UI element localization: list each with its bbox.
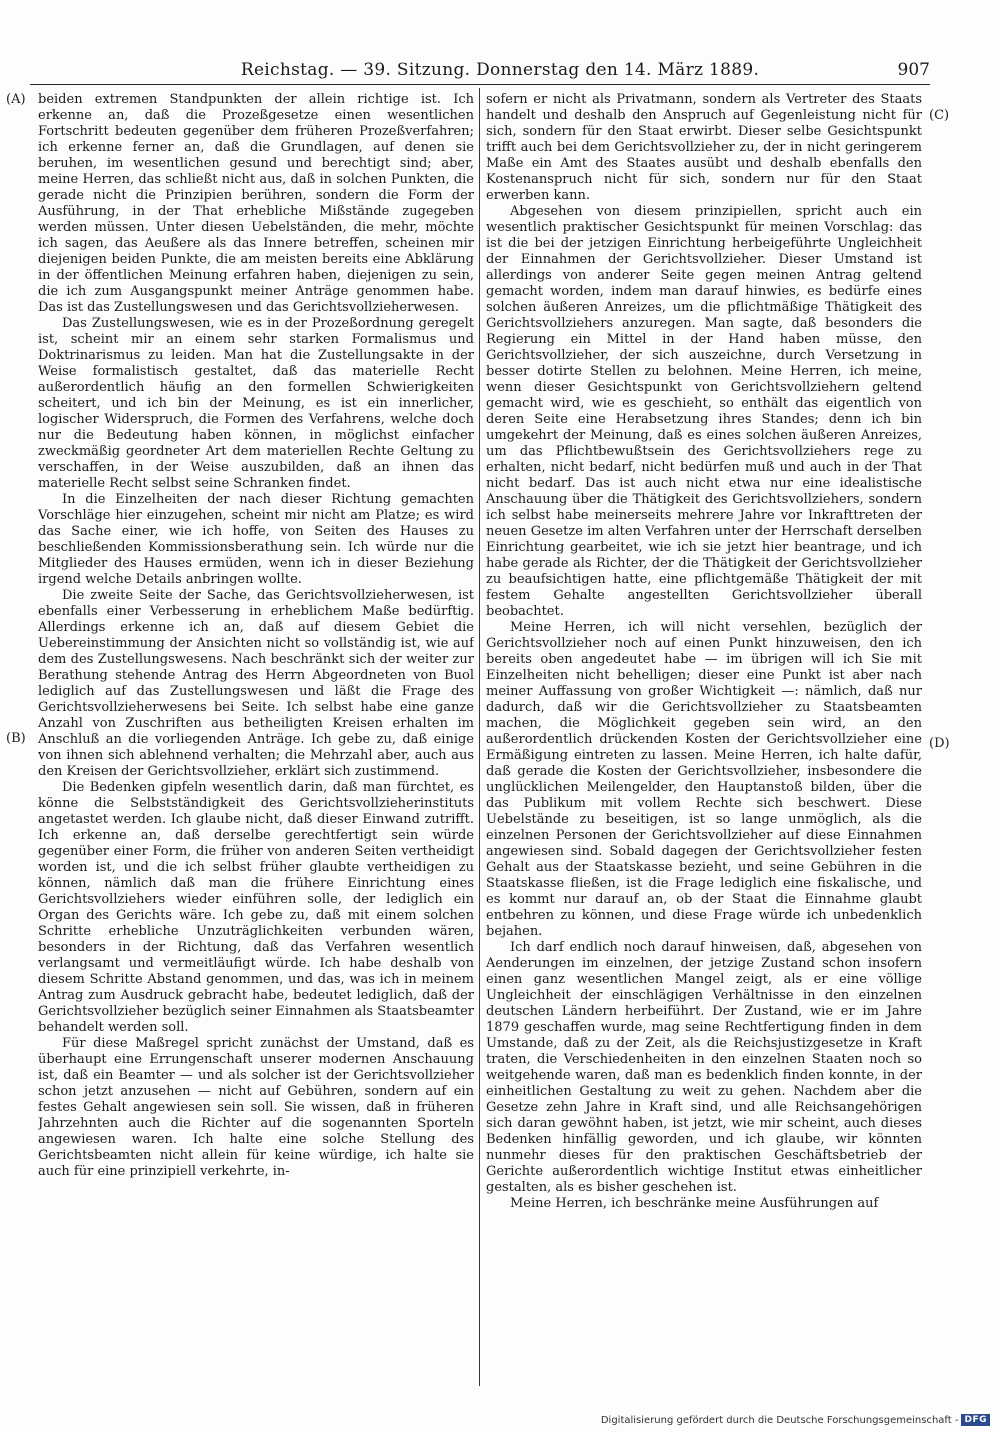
margin-marker-d: (D) [929,736,950,751]
credit-text: Digitalisierung gefördert durch die Deutsche Forschungsgemeinschaft - [600,1414,959,1426]
digitization-credit [601,1414,990,1426]
margin-marker-a: (A) [6,92,26,107]
dfg-logo: DFG [961,1414,990,1426]
paragraph: beiden extremen Standpunkten der allein richtige ist. Ich erkenne an, daß die Prozeßgesetze einen wesentlichen Fortschritt bedeuten gegenüber dem früheren Prozeßverfahren; ich erkenne ferner an, daß die Grundlagen, auf denen sie beruhen, im wesentlichen gesund und berechtigt sind; aber, meine Herren, das schließt nicht aus, daß in solchen Punkten, die gerade nicht die Prinzipien berühren, sondern die Form der Ausführung, in der That erhebliche Mißstände zugegeben werden müssen. Unter diesen Uebelständen, die mehr, möchte ich sagen, das Aeußere als das Innere betreffen, scheinen mir diejenigen beiden Punkte, die am meisten bereits eine Abklärung in der öffentlichen Meinung erfahren haben, diejenigen zu sein, die ich zum Ausgangspunkt meiner Anträge genommen habe. Das ist das Zustellungswesen und das Gerichtsvollzieherwesen. [38,92,474,315]
paragraph: Ich darf endlich noch darauf hinweisen, daß, abgesehen von Aenderungen im einzelnen, der jetzige Zustand schon insofern einen ganz wesentlichen Mangel zeigt, als er eine völlige Ungleichheit der einschlägigen Verhältnisse in den einzelnen deutschen Ländern herbeiführt. Der Zustand, wie er im Jahre 1879 geschaffen wurde, mag seine Rechtfertigung finden in dem Umstande, daß zu der Zeit, als die Reichsjustizgesetze in Kraft traten, die Verschiedenheiten in den einzelnen Staaten noch so weitgehende waren, daß man es bedenklich finden konnte, in der einheitlichen Gestaltung zu weit zu gehen. Nachdem aber die Gesetze zehn Jahre in Kraft sind, und alle Reichsangehörigen sich daran gewöhnt haben, ist jetzt, wie mir scheint, auch dieses Bedenken hinfällig geworden, und ich glaube, wir könnten nunmehr dieses für den praktischen Geschäftsbetrieb der Gerichte außerordentlich wichtige Institut etwas einheitlicher gestalten, als es bisher geschehen ist. [486,940,922,1195]
paragraph: Die Bedenken gipfeln wesentlich darin, daß man fürchtet, es könne die Selbstständigkeit des Gerichtsvollzieherinstituts angetastet werden. Ich glaube nicht, daß dieser Einwand zutrifft. Ich erkenne an, daß derselbe gerechtfertigt sein würde gegenüber einer Form, die früher von anderen Seiten vertheidigt worden ist, und die ich selbst früher glaubte vertheidigen zu können, nämlich daß man die frühere Einrichtung eines Gerichtsvollziehers wieder einführen solle, der lediglich ein Organ des Gerichts wäre. Ich gebe zu, daß mit einem solchen Schritte erhebliche Unzuträglichkeiten verbunden wären, besonders in der Richtung, daß das Verfahren wesentlich verlangsamt und vermeitläufigt würde. Ich habe deshalb von diesem Schritte Abstand genommen, und das, was ich in meinem Antrag zum Ausdruck gebracht habe, bedeutet lediglich, daß der Gerichtsvollzieher bezüglich seiner Einnahmen als Staatsbeamter behandelt werden soll. [38,780,474,1035]
page-number: 907 [897,60,930,80]
paragraph: sofern er nicht als Privatmann, sondern als Vertreter des Staats handelt und deshalb den Anspruch auf Gegenleistung nicht für sich, sondern für den Staat erwirbt. Dieser selbe Gesichtspunkt trifft auch bei dem Gerichtsvollzieher zu, der in nicht geringerem Maße ein Amt des Staates ausübt und deshalb ebenfalls den Kostenanspruch nicht für sich, sondern nur für den Staat erwerben kann. [486,92,922,203]
paragraph: In die Einzelheiten der nach dieser Richtung gemachten Vorschläge hier einzugehen, scheint mir nicht am Platze; es wird das Sache einer, wie ich hoffe, von Seiten des Hauses zu beschließenden Kommissionsberathung sein. Ich würde nur die Mitglieder des Hauses ermüden, wenn ich in dieser Beziehung irgend welche Details anbringen wollte. [38,492,474,587]
header-rule [30,84,930,85]
margin-marker-b: (B) [6,731,26,746]
paragraph: Meine Herren, ich will nicht versehlen, bezüglich der Gerichtsvollzieher noch auf einen Punkt hinzuweisen, den ich bereits oben angedeutet habe — im übrigen will ich Sie mit Einzelheiten nicht behelligen; dieser eine Punkt ist aber nach meiner Auffassung von großer Wichtigkeit —: nämlich, daß nur dadurch, daß wir die Gerichtsvollzieher zu Staatsbeamten machen, die Möglichkeit gegeben sein wird, an den außerordentlich drückenden Kosten der Gerichtsvollzieher eine Ermäßigung eintreten zu lassen. Meine Herren, ich halte dafür, daß gerade die Kosten der Gerichtsvollzieher, insbesondere die unglücklichen Meilengelder, den Hauptanstoß bilden, über die das Publikum mit vollem Rechte sich beschwert. Diese Uebelstände zu beseitigen, ist so lange unmöglich, als die einzelnen Personen der Gerichtsvollzieher auf diese Einnahmen angewiesen sind. Sobald dagegen der Gerichtsvollzieher festen Gehalt aus der Staatskasse bezieht, und seine Gebühren in die Staatskasse fließen, ist die Frage lediglich eine fiskalische, und es kommt nur darauf an, ob der Staat die Einnahme glaubt entbehren zu können, und diese Frage würde ich unbedenklich bejahen. [486,620,922,939]
paragraph: Die zweite Seite der Sache, das Gerichtsvollzieherwesen, ist ebenfalls einer Verbesserung in erheblichem Maße bedürftig. Allerdings erkenne ich an, daß auf diesem Gebiet die Uebereinstimmung der Ansichten nicht so vollständig ist, wie auf dem des Zustellungswesens. Nach beschränkt sich der weiter zur Berathung stehende Antrag des Herrn Abgeordneten von Buol lediglich auf das Zustellungswesen und läßt die Frage des Gerichtsvollzieherwesens bei Seite. Ich selbst habe eine ganze Anzahl von Zuschriften aus betheiligten Kreisen erhalten im Anschluß an die vorliegenden Anträge. Ich gebe zu, daß einige von ihnen sich ablehnend verhalten; die Mehrzahl aber, auch aus den Kreisen der Gerichtsvollzieher, erklärt sich zustimmend. [38,588,474,779]
paragraph: Abgesehen von diesem prinzipiellen, spricht auch ein wesentlich praktischer Gesichtspunkt für meinen Vorschlag: das ist die bei der jetzigen Einrichtung herbeigeführte Ungleichheit der Einnahmen der Gerichtsvollzieher. Dieser Umstand ist allerdings von anderer Seite gegen meinen Antrag geltend gemacht worden, indem man darauf hinwies, es bedürfe eines solchen äußeren Anreizes, um die pflichtmäßige Thätigkeit des Gerichtsvollziehers anzuregen. Man sagte, daß besonders die Regierung ein Mittel in der Hand haben müsse, den Gerichtsvollzieher, der sich auszeichne, durch Versetzung in besser dotirte Stellen zu belohnen. Meine Herren, ich meine, wenn dieser Gesichtspunkt von Gerichtsvollziehern geltend gemacht wird, wie es geschieht, so enthält das eigentlich von deren Seite eine Herabsetzung ihres Standes; denn ich bin umgekehrt der Meinung, daß es eines solchen äußeren Anreizes, um das Pflichtbewußtsein des Gerichtsvollziehers rege zu erhalten, nicht bedarf, nicht bedürfen muß und auch in der That nicht bedarf. Das ist auch nicht etwa nur eine idealistische Anschauung über die Thätigkeit des Gerichtsvollziehers, sondern ich selbst habe meinerseits mehrere Jahre vor Inkrafttreten der neuen Gesetze im alten Verfahren unter der Herrschaft derselben Einrichtung gearbeitet, wie ich sie jetzt hier beantrage, und ich habe gerade als Richter, der die Thätigkeit der Gerichtsvollzieher zu beaufsichtigen hatte, eine pflichtgemäße Thätigkeit der mit festem Gehalte angestellten Gerichtsvollzieher überall beobachtet. [486,204,922,619]
right-column [486,92,922,1392]
running-header [0,58,1000,84]
paragraph: Für diese Maßregel spricht zunächst der Umstand, daß es überhaupt eine Errungenschaft unserer modernen Anschauung ist, daß ein Beamter — und als solcher ist der Gerichtsvollzieher schon jetzt anzusehen — nicht auf Gebühren, sondern auf ein festes Gehalt angewiesen sein soll. Sie wissen, daß in früheren Jahrzehnten auch die Richter auf die sogenannten Sporteln angewiesen waren. Ich halte eine solche Stellung des Gerichtsbeamten nicht allein für keine würdige, ich halte sie auch für eine prinzipiell verkehrte, in- [38,1036,474,1179]
margin-marker-c: (C) [929,108,950,123]
left-column [38,92,474,1392]
header-title: Reichstag. — 39. Sitzung. Donnerstag den 14. März 1889. [240,60,760,80]
paragraph: Das Zustellungswesen, wie es in der Prozeßordnung geregelt ist, scheint mir an einem sehr starken Formalismus und Doktrinarismus zu leiden. Man hat die Zustellungsakte in der Weise formalistisch gestaltet, daß das materielle Recht außerordentlich häufig an den formellen Schwierigkeiten scheitert, und ich bin der Meinung, es ist ein innerlicher, logischer Widerspruch, die Formen des Verfahrens, welche doch nur die Bedeutung haben können, in möglichst einfacher zweckmäßig geordneter Art dem materiellen Rechte Geltung zu verschaffen, in der Weise auszubilden, daß an ihnen das materielle Recht selbst seine Schranken findet. [38,316,474,491]
paragraph: Meine Herren, ich beschränke meine Ausführungen auf [510,1196,879,1211]
column-divider [479,88,480,1386]
